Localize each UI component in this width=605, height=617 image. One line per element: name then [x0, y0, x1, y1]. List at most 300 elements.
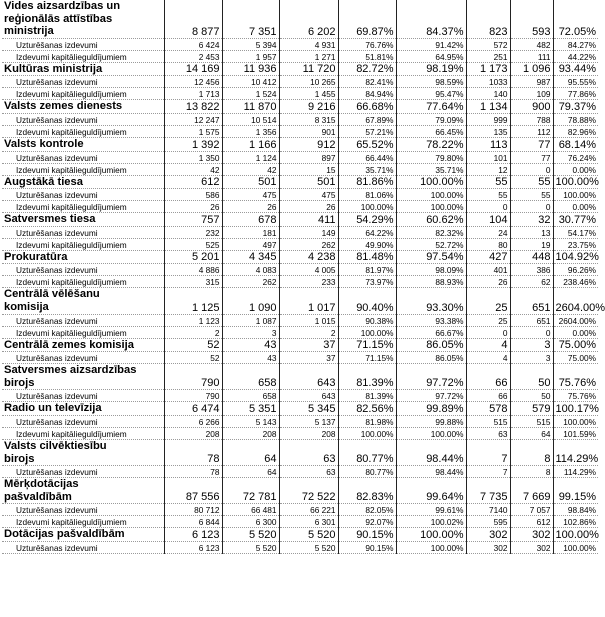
institution-name-cell [2, 0, 164, 38]
value-cell: 10 265 [279, 76, 338, 88]
institution-name-line: Kultūras ministrija [4, 62, 103, 75]
value-cell: 86.05% [396, 338, 466, 352]
institution-name-line: Satversmes tiesa [4, 213, 96, 226]
value-cell: 82.05% [338, 504, 396, 516]
value-cell: 97.72% [396, 390, 466, 402]
value-cell: 98.19% [396, 62, 466, 76]
value-cell: 81.39% [338, 364, 396, 390]
value-cell: 5 394 [222, 38, 279, 50]
value-cell: 232 [164, 226, 222, 238]
value-cell: 87 556 [164, 478, 222, 504]
value-cell: 1 173 [466, 62, 510, 76]
value-cell: 81.48% [338, 250, 396, 264]
value-cell: 68.14% [553, 137, 598, 151]
value-cell: 1 957 [222, 50, 279, 62]
table-row-detail [2, 38, 598, 50]
table-row-institution [2, 338, 598, 352]
value-cell: 104 [466, 213, 510, 227]
value-cell: 2604.00% [553, 314, 598, 326]
value-cell: 66.68% [338, 100, 396, 114]
value-cell: 82.56% [338, 402, 396, 416]
value-cell: 579 [510, 402, 553, 416]
institution-name-cell [2, 478, 164, 504]
value-cell: 5 137 [279, 415, 338, 427]
value-cell: 64.95% [396, 50, 466, 62]
value-cell: 72 522 [279, 478, 338, 504]
value-cell: 1 350 [164, 151, 222, 163]
value-cell: 788 [510, 113, 553, 125]
value-cell: 302 [466, 541, 510, 553]
value-cell: 1 096 [510, 62, 553, 76]
value-cell: 100.00% [553, 528, 598, 542]
value-cell: 8 [510, 439, 553, 465]
value-cell: 515 [510, 415, 553, 427]
value-cell: 78.22% [396, 137, 466, 151]
institution-name-line: birojs [4, 452, 35, 465]
value-cell: 8 [510, 466, 553, 478]
value-cell: 4 345 [222, 250, 279, 264]
value-cell: 97.54% [396, 250, 466, 264]
value-cell: 100.00% [396, 528, 466, 542]
institution-name-line: Vides aizsardzības un [4, 0, 121, 12]
value-cell: 10 514 [222, 113, 279, 125]
table-row-detail [2, 466, 598, 478]
value-cell: 1 713 [164, 88, 222, 100]
value-cell: 13 [510, 226, 553, 238]
value-cell: 11 936 [222, 62, 279, 76]
value-cell: 93.30% [396, 288, 466, 314]
value-cell: 0 [510, 163, 553, 175]
expense-type-cell: Izdevumi kapitālieguldījumiem [2, 238, 164, 250]
value-cell: 2 [164, 326, 222, 338]
value-cell: 100.00% [338, 201, 396, 213]
value-cell: 4 238 [279, 250, 338, 264]
value-cell: 23.75% [553, 238, 598, 250]
value-cell: 501 [279, 175, 338, 189]
value-cell: 12 [466, 163, 510, 175]
value-cell: 111 [510, 50, 553, 62]
value-cell: 6 123 [164, 541, 222, 553]
value-cell: 208 [279, 427, 338, 439]
value-cell: 100.00% [396, 175, 466, 189]
value-cell: 114.29% [553, 466, 598, 478]
institution-name-line: Radio un televīzija [4, 402, 102, 415]
table-row-detail [2, 76, 598, 88]
value-cell: 386 [510, 264, 553, 276]
value-cell: 1 271 [279, 50, 338, 62]
value-cell: 84.37% [396, 0, 466, 38]
institution-name-line: Prokuratūra [4, 250, 68, 263]
table-row-detail [2, 314, 598, 326]
value-cell: 80 712 [164, 504, 222, 516]
value-cell: 101 [466, 151, 510, 163]
value-cell: 82.96% [553, 125, 598, 137]
value-cell: 101.59% [553, 427, 598, 439]
value-cell: 42 [222, 163, 279, 175]
institution-name-line: Mērķdotācijas [4, 478, 79, 491]
institution-name-cell [2, 100, 164, 114]
value-cell: 80.77% [338, 466, 396, 478]
value-cell: 75.76% [553, 390, 598, 402]
expense-type-cell: Uzturēšanas izdevumi [2, 226, 164, 238]
value-cell: 64 [222, 439, 279, 465]
value-cell: 35.71% [396, 163, 466, 175]
value-cell: 262 [222, 276, 279, 288]
value-cell: 6 123 [164, 528, 222, 542]
value-cell: 7 [466, 439, 510, 465]
table-row-institution [2, 0, 598, 38]
value-cell: 81.06% [338, 189, 396, 201]
institution-name-cell [2, 288, 164, 314]
value-cell: 1 087 [222, 314, 279, 326]
value-cell: 99.89% [396, 402, 466, 416]
value-cell: 113 [466, 137, 510, 151]
value-cell: 98.59% [396, 76, 466, 88]
table-row-detail [2, 151, 598, 163]
value-cell: 90.15% [338, 528, 396, 542]
value-cell: 1 017 [279, 288, 338, 314]
value-cell: 411 [279, 213, 338, 227]
value-cell: 91.42% [396, 38, 466, 50]
value-cell: 75.00% [553, 338, 598, 352]
value-cell: 912 [279, 137, 338, 151]
table-row-detail [2, 163, 598, 175]
value-cell: 427 [466, 250, 510, 264]
table-row-detail [2, 201, 598, 213]
value-cell: 60.62% [396, 213, 466, 227]
value-cell: 55 [510, 189, 553, 201]
expense-type-cell: Izdevumi kapitālieguldījumiem [2, 163, 164, 175]
table-row-institution [2, 62, 598, 76]
value-cell: 93.38% [396, 314, 466, 326]
value-cell: 100.00% [338, 427, 396, 439]
value-cell: 95.55% [553, 76, 598, 88]
value-cell: 0 [466, 326, 510, 338]
value-cell: 96.26% [553, 264, 598, 276]
value-cell: 233 [279, 276, 338, 288]
value-cell: 78 [164, 439, 222, 465]
value-cell: 66 [466, 364, 510, 390]
institution-name-line: pašvaldībām [4, 490, 72, 503]
value-cell: 5 143 [222, 415, 279, 427]
expense-type-cell: Uzturēšanas izdevumi [2, 38, 164, 50]
expense-type-cell: Izdevumi kapitālieguldījumiem [2, 326, 164, 338]
value-cell: 100.00% [396, 201, 466, 213]
value-cell: 651 [510, 314, 553, 326]
table-row-institution [2, 528, 598, 542]
value-cell: 578 [466, 402, 510, 416]
value-cell: 6 424 [164, 38, 222, 50]
value-cell: 100.02% [396, 516, 466, 528]
value-cell: 79.37% [553, 100, 598, 114]
value-cell: 11 720 [279, 62, 338, 76]
value-cell: 678 [222, 213, 279, 227]
value-cell: 4 931 [279, 38, 338, 50]
value-cell: 7 057 [510, 504, 553, 516]
value-cell: 63 [466, 427, 510, 439]
value-cell: 90.38% [338, 314, 396, 326]
expense-type-cell: Izdevumi kapitālieguldījumiem [2, 276, 164, 288]
value-cell: 7 351 [222, 0, 279, 38]
value-cell: 75.00% [553, 352, 598, 364]
value-cell: 26 [222, 201, 279, 213]
value-cell: 100.00% [396, 427, 466, 439]
value-cell: 66 [466, 390, 510, 402]
value-cell: 84.94% [338, 88, 396, 100]
value-cell: 10 412 [222, 76, 279, 88]
value-cell: 99.64% [396, 478, 466, 504]
value-cell: 4 [466, 352, 510, 364]
value-cell: 98.44% [396, 466, 466, 478]
expense-type-cell: Uzturēšanas izdevumi [2, 264, 164, 276]
value-cell: 1 125 [164, 288, 222, 314]
institution-name-line: Valsts cilvēktiesību [4, 439, 107, 452]
value-cell: 55 [510, 175, 553, 189]
value-cell: 790 [164, 364, 222, 390]
value-cell: 5 520 [279, 541, 338, 553]
value-cell: 5 520 [222, 528, 279, 542]
value-cell: 55 [466, 175, 510, 189]
expense-type-cell: Izdevumi kapitālieguldījumiem [2, 50, 164, 62]
value-cell: 6 300 [222, 516, 279, 528]
value-cell: 64 [222, 466, 279, 478]
value-cell: 54.29% [338, 213, 396, 227]
value-cell: 66 481 [222, 504, 279, 516]
table-row-detail [2, 113, 598, 125]
value-cell: 92.07% [338, 516, 396, 528]
value-cell: 9 216 [279, 100, 338, 114]
table-row-detail [2, 226, 598, 238]
value-cell: 586 [164, 189, 222, 201]
institution-name-line: Satversmes aizsardzības [4, 364, 137, 377]
value-cell: 302 [510, 541, 553, 553]
value-cell: 99.88% [396, 415, 466, 427]
value-cell: 99.61% [396, 504, 466, 516]
table-row-institution [2, 364, 598, 390]
value-cell: 71.15% [338, 338, 396, 352]
value-cell: 114.29% [553, 439, 598, 465]
value-cell: 7140 [466, 504, 510, 516]
table-row-detail [2, 326, 598, 338]
value-cell: 67.89% [338, 113, 396, 125]
value-cell: 77 [510, 137, 553, 151]
value-cell: 302 [466, 528, 510, 542]
value-cell: 643 [279, 364, 338, 390]
expense-type-cell: Uzturēšanas izdevumi [2, 504, 164, 516]
value-cell: 401 [466, 264, 510, 276]
value-cell: 82.72% [338, 62, 396, 76]
table-row-detail [2, 238, 598, 250]
value-cell: 26 [279, 201, 338, 213]
value-cell: 81.98% [338, 415, 396, 427]
value-cell: 100.00% [553, 541, 598, 553]
value-cell: 66 221 [279, 504, 338, 516]
value-cell: 6 301 [279, 516, 338, 528]
value-cell: 76.76% [338, 38, 396, 50]
value-cell: 86.05% [396, 352, 466, 364]
expense-type-cell: Izdevumi kapitālieguldījumiem [2, 201, 164, 213]
table-row-institution [2, 439, 598, 465]
table-row-detail [2, 415, 598, 427]
value-cell: 71.15% [338, 352, 396, 364]
value-cell: 7 735 [466, 478, 510, 504]
value-cell: 79.09% [396, 113, 466, 125]
value-cell: 651 [510, 288, 553, 314]
value-cell: 987 [510, 76, 553, 88]
table-row-institution [2, 213, 598, 227]
institution-name-cell [2, 364, 164, 390]
budget-table [2, 0, 605, 554]
value-cell: 4 886 [164, 264, 222, 276]
value-cell: 8 315 [279, 113, 338, 125]
value-cell: 44.22% [553, 50, 598, 62]
value-cell: 69.87% [338, 0, 396, 38]
institution-name-cell [2, 402, 164, 416]
value-cell: 0 [510, 326, 553, 338]
institution-name-line: reģionālās attīstības [4, 12, 113, 25]
value-cell: 57.21% [338, 125, 396, 137]
expense-type-cell: Uzturēšanas izdevumi [2, 541, 164, 553]
value-cell: 238.46% [553, 276, 598, 288]
table-row-detail [2, 264, 598, 276]
table-row-detail [2, 352, 598, 364]
value-cell: 88.93% [396, 276, 466, 288]
institution-name-cell [2, 137, 164, 151]
expense-type-cell: Uzturēšanas izdevumi [2, 189, 164, 201]
value-cell: 6 266 [164, 415, 222, 427]
value-cell: 65.52% [338, 137, 396, 151]
value-cell: 1 090 [222, 288, 279, 314]
value-cell: 78.88% [553, 113, 598, 125]
value-cell: 95.47% [396, 88, 466, 100]
value-cell: 612 [510, 516, 553, 528]
table-row-detail [2, 516, 598, 528]
budget-table-sheet [2, 0, 605, 554]
value-cell: 497 [222, 238, 279, 250]
value-cell: 525 [164, 238, 222, 250]
value-cell: 90.15% [338, 541, 396, 553]
value-cell: 7 669 [510, 478, 553, 504]
value-cell: 52 [164, 352, 222, 364]
value-cell: 75.76% [553, 364, 598, 390]
value-cell: 5 201 [164, 250, 222, 264]
value-cell: 100.00% [396, 189, 466, 201]
value-cell: 24 [466, 226, 510, 238]
value-cell: 100.00% [396, 541, 466, 553]
value-cell: 900 [510, 100, 553, 114]
value-cell: 15 [279, 163, 338, 175]
table-row-institution [2, 137, 598, 151]
value-cell: 208 [222, 427, 279, 439]
value-cell: 26 [164, 201, 222, 213]
institution-name-cell [2, 213, 164, 227]
institution-name-cell [2, 528, 164, 542]
expense-type-cell: Uzturēšanas izdevumi [2, 390, 164, 402]
value-cell: 66.45% [396, 125, 466, 137]
value-cell: 8 877 [164, 0, 222, 38]
value-cell: 62 [510, 276, 553, 288]
value-cell: 1 015 [279, 314, 338, 326]
value-cell: 302 [510, 528, 553, 542]
value-cell: 757 [164, 213, 222, 227]
value-cell: 6 202 [279, 0, 338, 38]
value-cell: 0.00% [553, 326, 598, 338]
value-cell: 612 [164, 175, 222, 189]
value-cell: 14 169 [164, 62, 222, 76]
expense-type-cell: Uzturēšanas izdevumi [2, 113, 164, 125]
value-cell: 572 [466, 38, 510, 50]
table-row-detail [2, 504, 598, 516]
value-cell: 643 [279, 390, 338, 402]
value-cell: 77.64% [396, 100, 466, 114]
value-cell: 262 [279, 238, 338, 250]
institution-name-cell [2, 250, 164, 264]
value-cell: 13 822 [164, 100, 222, 114]
value-cell: 93.44% [553, 62, 598, 76]
value-cell: 5 351 [222, 402, 279, 416]
table-row-institution [2, 402, 598, 416]
institution-name-cell [2, 62, 164, 76]
table-row-detail [2, 390, 598, 402]
value-cell: 12 456 [164, 76, 222, 88]
expense-type-cell: Uzturēšanas izdevumi [2, 314, 164, 326]
value-cell: 37 [279, 338, 338, 352]
expense-type-cell: Izdevumi kapitālieguldījumiem [2, 427, 164, 439]
value-cell: 5 520 [279, 528, 338, 542]
value-cell: 80.77% [338, 439, 396, 465]
value-cell: 2 [279, 326, 338, 338]
value-cell: 78 [164, 466, 222, 478]
value-cell: 1 356 [222, 125, 279, 137]
value-cell: 5 520 [222, 541, 279, 553]
institution-name-cell [2, 338, 164, 352]
value-cell: 100.00% [553, 175, 598, 189]
value-cell: 50 [510, 390, 553, 402]
institution-name-line: Valsts zemes dienests [4, 100, 123, 113]
value-cell: 6 844 [164, 516, 222, 528]
value-cell: 482 [510, 38, 553, 50]
value-cell: 0.00% [553, 163, 598, 175]
table-row-institution [2, 288, 598, 314]
table-row-detail [2, 50, 598, 62]
value-cell: 104.92% [553, 250, 598, 264]
value-cell: 98.84% [553, 504, 598, 516]
value-cell: 149 [279, 226, 338, 238]
value-cell: 100.00% [338, 326, 396, 338]
table-row-detail [2, 276, 598, 288]
value-cell: 51.81% [338, 50, 396, 62]
value-cell: 99.15% [553, 478, 598, 504]
value-cell: 43 [222, 352, 279, 364]
table-row-institution [2, 175, 598, 189]
value-cell: 1 134 [466, 100, 510, 114]
value-cell: 6 474 [164, 402, 222, 416]
value-cell: 3 [222, 326, 279, 338]
value-cell: 72 781 [222, 478, 279, 504]
value-cell: 448 [510, 250, 553, 264]
value-cell: 25 [466, 314, 510, 326]
institution-name-line: Augstākā tiesa [4, 175, 83, 188]
value-cell: 4 [466, 338, 510, 352]
value-cell: 19 [510, 238, 553, 250]
value-cell: 98.09% [396, 264, 466, 276]
value-cell: 30.77% [553, 213, 598, 227]
value-cell: 82.32% [396, 226, 466, 238]
value-cell: 1 166 [222, 137, 279, 151]
value-cell: 49.90% [338, 238, 396, 250]
value-cell: 64 [510, 427, 553, 439]
institution-name-line: Valsts kontrole [4, 137, 84, 150]
